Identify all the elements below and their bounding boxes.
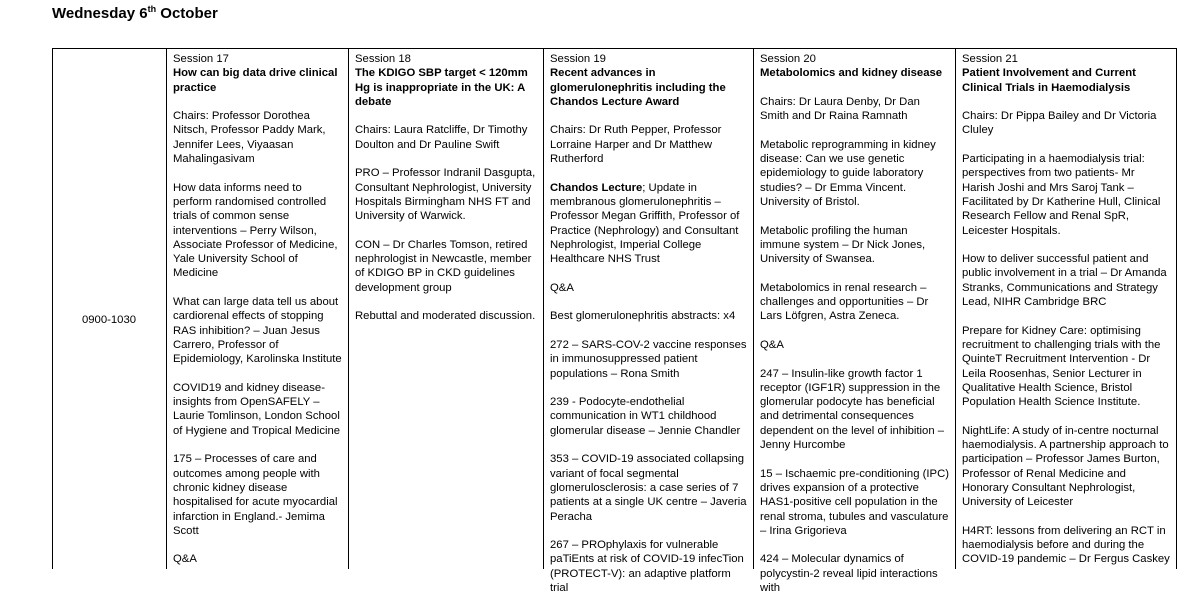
- session-chairs: Chairs: Dr Pippa Bailey and Dr Victoria Cluley: [962, 110, 1157, 137]
- talk: How to deliver successful patient and public involvement in a trial – Dr Amanda Stranks, Communications and Strategy Lead, NIHR Cambridge BRC: [962, 253, 1167, 309]
- talk: H4RT: lessons from delivering an RCT in haemodialysis before and during the COVID-19 pandemic – Dr Fergus Caskey: [962, 524, 1170, 566]
- abstract: 424 – Molecular dynamics of polycystin-2 reveal lipid interactions with: [760, 553, 938, 594]
- abstracts-heading: Best glomerulonephritis abstracts: x4: [550, 310, 736, 323]
- talk: PRO – Professor Indranil Dasgupta, Consultant Nephrologist, University Hospitals Birmingham NHS FT and University of Warwick.: [355, 167, 536, 223]
- talk: Metabolomics in renal research – challenges and opportunities – Dr Lars Löfgren, Astra Zeneca.: [760, 281, 929, 323]
- talk: COVID19 and kidney disease- insights from OpenSAFELY – Laurie Tomlinson, London School of Hygiene and Tropical Medicine: [173, 381, 341, 437]
- schedule-table: [52, 48, 1177, 594]
- abstract: 15 – Ischaemic pre-conditioning (IPC) drives expansion of a protective HAS1-positive cell population in the renal stroma, tubules and vasculature – Irina Grigorieva: [760, 467, 949, 537]
- lecture-name: Chandos Lecture: [550, 181, 643, 194]
- time-column: [53, 49, 167, 569]
- talk: CON – Dr Charles Tomson, retired nephrologist in Newcastle, member of KDIGO BP in CKD guidelines development group: [355, 238, 532, 294]
- abstract: 175 – Processes of care and outcomes among people with chronic kidney disease hospitalised for acute myocardial infarction in England.- Jemima Scott: [173, 453, 338, 537]
- session-number: Session 17: [173, 53, 229, 65]
- page-title: Wednesday 6th October: [52, 4, 218, 22]
- session-header: [760, 52, 949, 81]
- talk: Prepare for Kidney Care: optimising recruitment to challenging trials with the QuinteT Recruitment Intervention - Dr Leila Roosenhas, Senior Lecturer in Qualitative Health Science, Bristol Population Health Science Institute.: [962, 324, 1161, 409]
- talk: NightLife: A study of in-centre nocturnal haemodialysis. A partnership approach to participation – Professor James Burton, Professor of Renal Medicine and Honorary Consultant Nephrologist, University of Leicester: [962, 424, 1169, 509]
- session-title: The KDIGO SBP target < 120mm Hg is inappropriate in the UK: A debate: [355, 67, 528, 108]
- session-chairs: Chairs: Dr Ruth Pepper, Professor Lorraine Harper and Dr Matthew Rutherford: [550, 124, 722, 166]
- talk: What can large data tell us about cardiorenal effects of stopping RAS inhibition? – Juan Jesus Carrero, Professor of Epidemiology, Karolinska Institute: [173, 296, 342, 366]
- abstract: 267 – PROphylaxis for vulnerable paTiEnts at risk of COVID-19 infecTion (PROTECT-V): an adaptive platform trial: [550, 539, 744, 594]
- talk-text: ; Update in membranous glomerulonephritis – Professor Megan Griffith, Professor of Practice (Nephrology) and Consultant Nephrologist, Imperial College Healthcare NHS Trust: [550, 181, 740, 266]
- session-chairs: Chairs: Dr Laura Denby, Dr Dan Smith and Dr Raina Ramnath: [760, 95, 920, 123]
- session-number: Session 21: [962, 53, 1018, 65]
- session-number: Session 18: [355, 53, 411, 65]
- session-18: [349, 49, 544, 569]
- session-header: [962, 52, 1170, 95]
- abstract: 272 – SARS-COV-2 vaccine responses in immunosuppressed patient populations – Rona Smith: [550, 338, 747, 380]
- talk: How data informs need to perform randomised controlled trials of common sense interventions – Perry Wilson, Associate Professor of Medicine, Yale University School of Medicine: [173, 181, 338, 280]
- session-header: [173, 52, 342, 95]
- session-21: [956, 49, 1177, 569]
- session-17: [167, 49, 349, 569]
- session-title: How can big data drive clinical practice: [173, 67, 338, 94]
- talk: Metabolic reprogramming in kidney disease: Can we use genetic epidemiology to guide laboratory studies? – Dr Emma Vincent. University of Bristol.: [760, 138, 936, 208]
- discussion: Rebuttal and moderated discussion.: [355, 310, 536, 323]
- talk: Metabolic profiling the human immune system – Dr Nick Jones, University of Swansea.: [760, 224, 926, 266]
- talk: Participating in a haemodialysis trial: perspectives from two patients- Mr Harish Joshi and Mrs Saroj Tank – Facilitated by Dr Katherine Hull, Clinical Research Fellow and Renal SpR, Leicester Hospitals.: [962, 153, 1161, 237]
- abstract: 247 – Insulin-like growth factor 1 receptor (IGF1R) suppression in the glomerular podocyte has beneficial and detrimental consequences dependent on the level of inhibition – Jenny Hurcombe: [760, 367, 945, 452]
- session-title: Metabolomics and kidney disease: [760, 67, 943, 80]
- session-number: Session 20: [760, 53, 816, 65]
- abstract: 239 - Podocyte-endothelial communication in WT1 childhood glomerular disease – Jennie Chandler: [550, 396, 741, 437]
- qa: Q&A: [550, 281, 574, 294]
- session-20: [754, 49, 956, 594]
- time-slot: 0900-1030: [81, 314, 137, 326]
- session-title: Patient Involvement and Current Clinical Trials in Haemodialysis: [962, 67, 1136, 94]
- session-number: Session 19: [550, 53, 606, 65]
- session-header: [355, 52, 537, 109]
- talk: [550, 181, 747, 267]
- session-chairs: Chairs: Laura Ratcliffe, Dr Timothy Doulton and Dr Pauline Swift: [355, 124, 528, 151]
- session-chairs: Chairs: Professor Dorothea Nitsch, Professor Paddy Mark, Jennifer Lees, Viyaasan Mahalingasivam: [173, 110, 326, 166]
- qa: Q&A: [173, 553, 197, 566]
- session-19: [544, 49, 754, 594]
- qa: Q&A: [760, 338, 784, 351]
- abstract: 353 – COVID-19 associated collapsing variant of focal segmental glomerulosclerosis: a case series of 7 patients at a single UK centre – Javeria Peracha: [550, 453, 747, 523]
- session-title: Recent advances in glomerulonephritis including the Chandos Lecture Award: [550, 67, 726, 108]
- session-header: [550, 52, 747, 109]
